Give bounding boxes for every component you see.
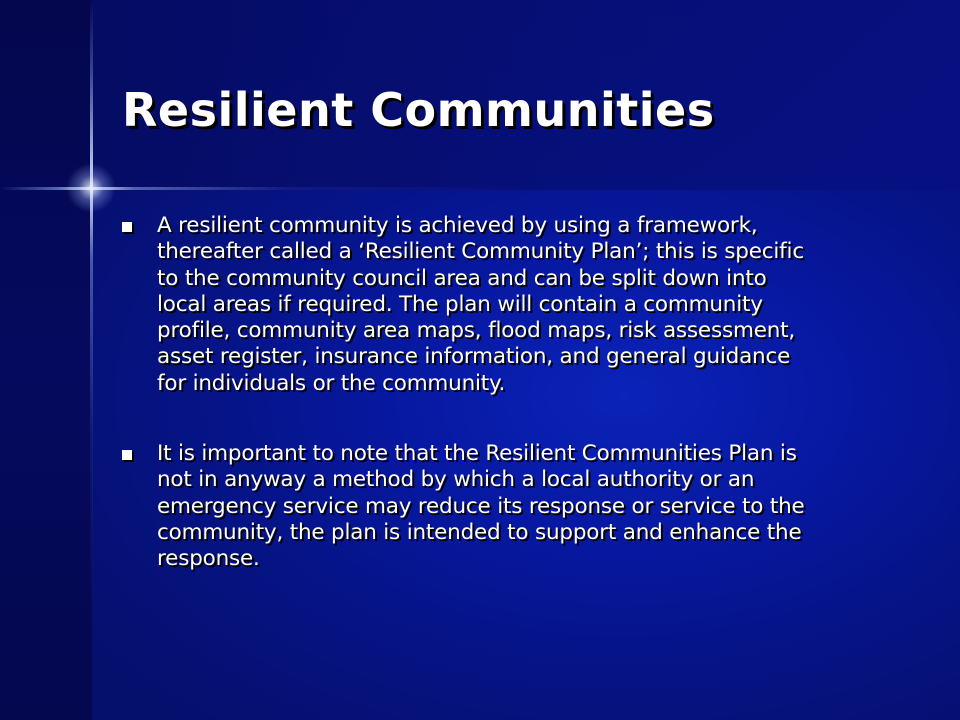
bullet-line: asset register, insurance information, and general guidance bbox=[157, 344, 791, 370]
bullet-item bbox=[120, 441, 880, 572]
bullet-line: for individuals or the community. bbox=[157, 370, 506, 396]
bullet-line: thereafter called a ‘Resilient Community Plan’; this is specific bbox=[157, 239, 804, 265]
square-bullet-icon bbox=[122, 450, 132, 460]
lens-flare-glow bbox=[66, 163, 116, 213]
bullet-line: A resilient community is achieved by using a framework, bbox=[157, 213, 758, 238]
bullet-line: local areas if required. The plan will contain a community bbox=[157, 291, 763, 317]
bullet-item bbox=[120, 213, 880, 397]
bullet-line: community, the plan is intended to support and enhance the bbox=[157, 519, 802, 545]
square-bullet-icon bbox=[122, 222, 132, 232]
bullet-text bbox=[157, 441, 880, 572]
bullet-text bbox=[157, 213, 880, 397]
lens-flare-horizontal bbox=[0, 187, 960, 190]
bullet-line: It is important to note that the Resilient Communities Plan is bbox=[157, 441, 797, 467]
bullet-line: to the community council area and can be split down into bbox=[157, 265, 767, 291]
bullet-line: emergency service may reduce its response or service to the bbox=[157, 493, 805, 519]
slide-title: Resilient Communities bbox=[122, 83, 715, 137]
bullet-line: profile, community area maps, flood maps, risk assessment, bbox=[157, 318, 796, 344]
left-decor-band bbox=[0, 0, 92, 720]
bullet-line: not in anyway a method by which a local authority or an bbox=[157, 467, 755, 493]
lens-flare-vertical bbox=[90, 0, 93, 720]
bullet-list bbox=[120, 213, 880, 617]
bullet-line: response. bbox=[157, 546, 260, 572]
